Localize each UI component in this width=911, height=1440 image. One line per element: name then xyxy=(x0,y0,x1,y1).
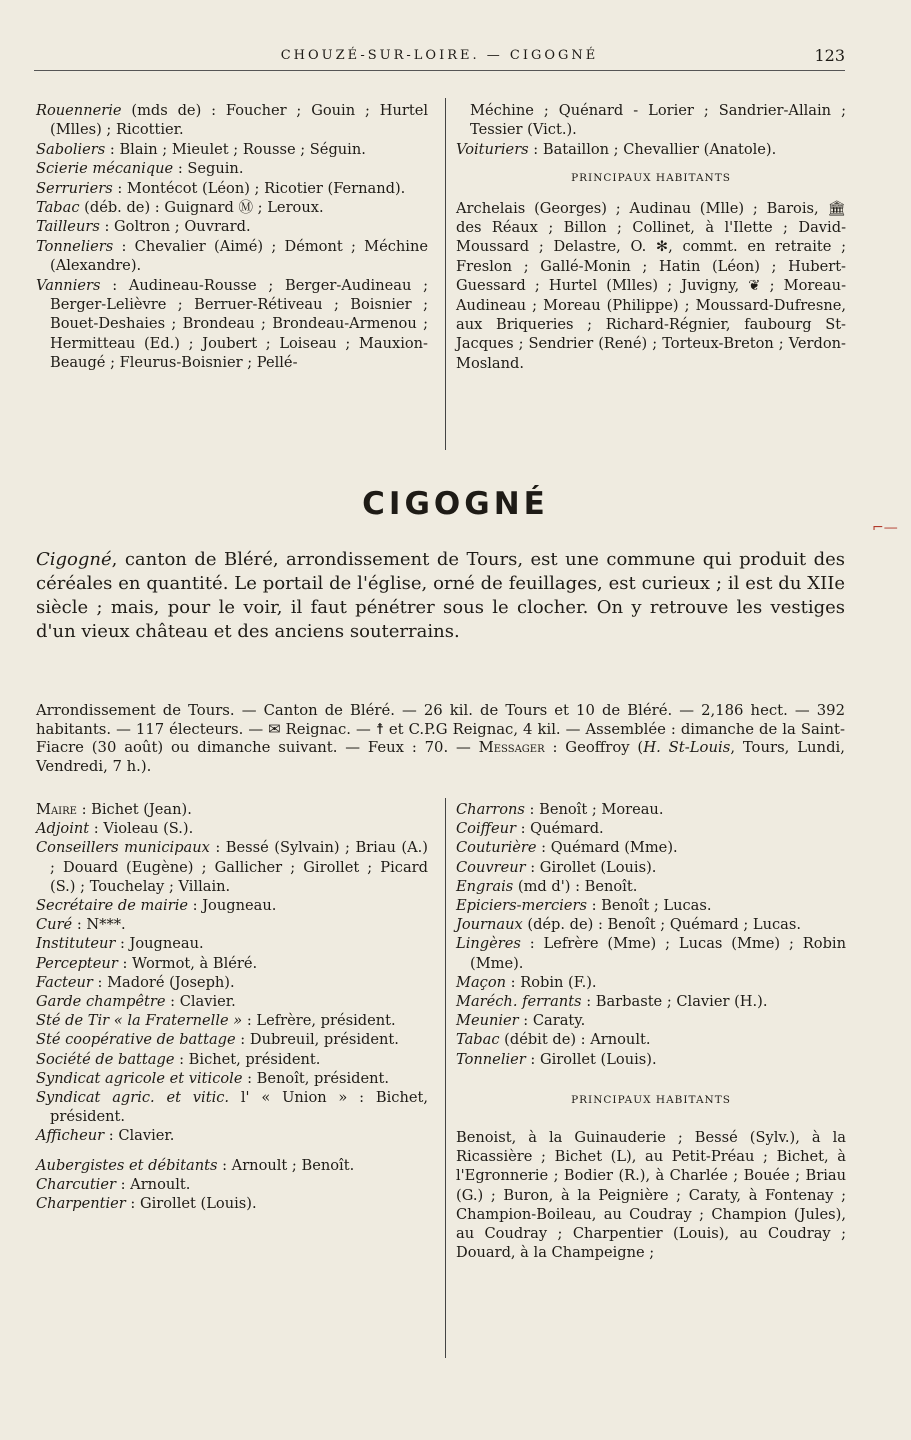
bottom-right-entry xyxy=(456,896,846,915)
column-divider-bottom xyxy=(445,798,446,1358)
entry-label: Sté coopérative de battage xyxy=(36,1031,236,1049)
bottom-left-entry xyxy=(36,992,428,1011)
entry-label: Voituriers xyxy=(456,140,529,158)
section-title: CIGOGNÉ xyxy=(362,486,549,522)
entry-text: : Arnoult. xyxy=(115,1175,191,1193)
bottom-left-entry xyxy=(36,819,428,838)
entry-label: Maréch. ferrants xyxy=(456,993,582,1011)
entry-label: Percepteur xyxy=(36,954,118,972)
entry-text: : Girollet (Louis). xyxy=(525,858,657,876)
details-paragraph xyxy=(36,702,845,776)
entry-label: Tailleurs xyxy=(36,218,100,236)
entry-label: Lingères xyxy=(456,935,521,953)
bottom-left-entry xyxy=(36,800,428,819)
column-divider-top xyxy=(445,98,446,450)
entry-text: : Bichet (Jean). xyxy=(76,801,192,818)
top-left-entry xyxy=(36,179,428,198)
bottom-right-entry xyxy=(456,819,846,838)
principaux-habitants-heading: PRINCIPAUX HABITANTS xyxy=(571,172,731,185)
entry-text: : Lefrère, président. xyxy=(242,1012,396,1030)
entry-text: (mds de) : Foucher ; Gouin ; Hurtel (Mlles) ; Ricottier. xyxy=(50,102,428,139)
entry-text: (déb. de) : Guignard Ⓜ ; Leroux. xyxy=(79,199,324,217)
entry-label: Tabac xyxy=(36,199,80,217)
entry-text: : Girollet (Louis). xyxy=(125,1195,257,1213)
bottom-right-column xyxy=(456,800,846,1262)
bottom-right-entry xyxy=(456,838,846,857)
bottom-right-entry xyxy=(456,973,846,992)
bottom-left-entry xyxy=(36,1126,428,1145)
entry-text: : Dubreuil, président. xyxy=(235,1031,399,1049)
principaux-habitants-text-2: Benoist, à la Guinauderie ; Bessé (Sylv.), à la Ricassière ; Bichet (L), au Petit-Préau ; Bichet, à l'Egronnerie ; Bodier (R.), à Charlée ; Bouée ; Briau (G.) ; Buron, à la Peignière ; Caraty, à Fontenay ; Champion-Boileau, au Coudray ; Champion (Jules), au Coudray ; Charpentier (Louis), au Coudray ; Douard, à la Champeigne ; xyxy=(456,1129,846,1262)
entry-label: Syndicat agricole et viticole xyxy=(36,1069,243,1087)
bottom-left-entry xyxy=(36,1194,428,1213)
entry-label: Tonneliers xyxy=(36,237,114,255)
entry-label: Couturière xyxy=(456,839,537,857)
top-left-entry xyxy=(36,217,428,236)
entry-label: Syndicat agric. et vitic. xyxy=(36,1089,230,1107)
entry-label: Vanniers xyxy=(36,276,101,294)
margin-mark: ⌐— xyxy=(872,520,898,536)
bottom-left-entry xyxy=(36,896,428,915)
bottom-left-entry xyxy=(36,1175,428,1194)
entry-text: : Jougneau. xyxy=(115,935,204,953)
bottom-right-entry xyxy=(456,915,846,934)
bottom-right-entry xyxy=(456,992,846,1011)
bottom-left-entry xyxy=(36,954,428,973)
entry-label: Charcutier xyxy=(36,1175,116,1193)
top-left-entry xyxy=(36,237,428,276)
entry-text: : Seguin. xyxy=(173,160,244,178)
entry-label: Rouennerie xyxy=(36,102,122,119)
entry-text: : Barbaste ; Clavier (H.). xyxy=(581,993,768,1011)
entry-label: Serruriers xyxy=(36,179,113,197)
entry-text: : Madoré (Joseph). xyxy=(92,973,235,991)
header-title: CHOUZÉ-SUR-LOIRE. — CIGOGNÉ xyxy=(280,48,599,63)
top-left-entry xyxy=(36,276,428,373)
entry-label: Conseillers municipaux xyxy=(36,839,210,857)
entry-label: Secrétaire de mairie xyxy=(36,897,189,915)
entry-label: Tonnelier xyxy=(456,1050,526,1068)
details-hotel: H. St-Louis xyxy=(643,739,731,757)
top-left-entry xyxy=(36,101,428,140)
entry-label: Facteur xyxy=(36,973,93,991)
entry-text: (md d') : Benoît. xyxy=(513,877,638,895)
entry-text: : Violeau (S.). xyxy=(89,820,194,838)
entry-text: : Quémard (Mme). xyxy=(536,839,678,857)
top-left-entry xyxy=(36,140,428,159)
entry-text: : Benoît, président. xyxy=(242,1069,390,1087)
intro-text: , canton de Bléré, arrondissement de Tours, est une commune qui produit des céréales en quantité. Le portail de l'église, orné de feuillages, est curieux ; il est du XIIe siècle ; mais, pour le voir, il faut pénétrer sous le clocher. On y retrouve les vestiges d'un vieux château et des anciens souterrains. xyxy=(36,549,845,642)
entry-text: : Bessé (Sylvain) ; Briau (A.) ; Douard (Eugène) ; Gallicher ; Girollet ; Picard (S.) ; Touchelay ; Villain. xyxy=(50,839,428,895)
entry-text: : Montécot (Léon) ; Ricotier (Fernand). xyxy=(112,179,406,197)
entry-text: : Bichet, président. xyxy=(174,1050,321,1068)
entry-text: : Girollet (Louis). xyxy=(525,1050,657,1068)
page-number: 123 xyxy=(814,46,845,65)
bottom-left-entry xyxy=(36,973,428,992)
entry-text: : Wormot, à Bléré. xyxy=(117,954,258,972)
bottom-right-entry xyxy=(456,934,846,972)
entry-text: : Quémard. xyxy=(515,820,604,838)
principaux-habitants-text: Archelais (Georges) ; Audinau (Mlle) ; Barois, 🏛 des Réaux ; Billon ; Collinet, à l'Ilette ; David-Moussard ; Delastre, O. ✻, commt. en retraite ; Freslon ; Gallé-Monin ; Hatin (Léon) ; Hubert-Guessard ; Hurtel (Mlles) ; Juvigny, ❦ ; Moreau-Audineau ; Moreau (Philippe) ; Moussard-Dufresne, aux Briqueries ; Richard-Régnier, faubourg St-Jacques ; Sendrier (René) ; Torteux-Breton ; Verdon-Mosland. xyxy=(456,199,846,372)
bottom-right-items xyxy=(456,800,846,1069)
entry-text: : N***. xyxy=(72,916,126,934)
entry-label: Scierie mécanique xyxy=(36,160,174,178)
entry-label: Meunier xyxy=(456,1012,519,1030)
entry-text: : Benoît ; Moreau. xyxy=(524,801,664,818)
entry-text: : Robin (F.). xyxy=(506,973,597,991)
entry-text: : Lefrère (Mme) ; Lucas (Mme) ; Robin (Mme). xyxy=(470,935,846,972)
details-text-2: : Geoffroy ( xyxy=(544,739,644,757)
details-text-1: Arrondissement de Tours. — Canton de Bléré. — 26 kil. de Tours et 10 de Bléré. — 2,186 hect. — 392 habitants. — 117 électeurs. — ✉ Reignac. — ☨ et C.P.G Reignac, 4 kil. — Assemblée : dimanche de la Saint-Fiacre (30 août) ou dimanche suivant. — Feux : 70. — xyxy=(36,702,845,757)
entry-text: : Clavier. xyxy=(104,1127,175,1145)
entry-label: Société de battage xyxy=(36,1050,175,1068)
bottom-left-entry xyxy=(36,1050,428,1069)
entry-text: (dép. de) : Benoît ; Quémard ; Lucas. xyxy=(522,916,801,934)
intro-paragraph xyxy=(36,548,845,644)
entry-voituriers xyxy=(456,140,846,159)
bottom-right-entry xyxy=(456,1030,846,1049)
entry-text: : Clavier. xyxy=(165,993,236,1011)
bottom-right-entry xyxy=(456,858,846,877)
entry-label: Charrons xyxy=(456,801,525,818)
entry-label: Couvreur xyxy=(456,858,526,876)
bottom-right-entry xyxy=(456,1050,846,1069)
vanniers-continuation: Méchine ; Quénard - Lorier ; Sandrier-Allain ; Tessier (Vict.). xyxy=(470,102,846,139)
entry-label: Garde champêtre xyxy=(36,993,166,1011)
entry-label: Engrais xyxy=(456,877,514,895)
principaux-habitants-heading-2: PRINCIPAUX HABITANTS xyxy=(571,1093,731,1106)
entry-text: l' « Union » : Bichet, président. xyxy=(50,1089,428,1126)
bottom-right-entry xyxy=(456,800,846,819)
entry-label: Curé xyxy=(36,916,73,934)
entry-text: : Arnoult ; Benoît. xyxy=(217,1156,355,1174)
top-left-entry xyxy=(36,159,428,178)
entry-text: : Bataillon ; Chevallier (Anatole). xyxy=(528,140,777,158)
bottom-left-entry xyxy=(36,934,428,953)
intro-lead: Cigogné xyxy=(36,549,112,570)
bottom-left-entry xyxy=(36,1088,428,1126)
bottom-left-entry xyxy=(36,1011,428,1030)
bottom-left-entry xyxy=(36,1069,428,1088)
entry-text: : Goltron ; Ouvrard. xyxy=(99,218,251,236)
entry-label: Saboliers xyxy=(36,140,106,158)
entry-label: Charpentier xyxy=(36,1195,126,1213)
entry-text: : Caraty. xyxy=(518,1012,586,1030)
entry-label: Aubergistes et débitants xyxy=(36,1156,218,1174)
entry-label: Instituteur xyxy=(36,935,116,953)
entry-text: : Chevalier (Aimé) ; Démont ; Méchine (Alexandre). xyxy=(50,237,428,275)
entry-label: Afficheur xyxy=(36,1127,105,1145)
top-left-column xyxy=(36,101,428,373)
entry-label: Maire xyxy=(36,801,77,818)
entry-label: Maçon xyxy=(456,973,507,991)
entry-label: Journaux xyxy=(456,916,523,934)
details-messager: Messager xyxy=(478,739,545,757)
entry-label: Epiciers-merciers xyxy=(456,897,587,915)
bottom-left-entry xyxy=(36,1030,428,1049)
details-text-3: , Tours, Lundi, Vendredi, 7 h.). xyxy=(36,739,845,775)
bottom-right-entry xyxy=(456,877,846,896)
running-header xyxy=(34,44,845,71)
top-right-column xyxy=(456,101,846,373)
entry-text: : Benoît ; Lucas. xyxy=(586,897,712,915)
entry-text: : Audineau-Rousse ; Berger-Audineau ; Berger-Lelièvre ; Berruer-Rétiveau ; Boisnier ; Bouet-Deshaies ; Brondeau ; Brondeau-Armenou ; Hermitteau (Ed.) ; Joubert ; Loiseau ; Mauxion-Beaugé ; Fleurus-Boisnier ; Pellé- xyxy=(50,276,428,372)
spacer xyxy=(36,1146,428,1156)
entry-text: (débit de) : Arnoult. xyxy=(499,1031,651,1049)
entry-label: Sté de Tir « la Fraternelle » xyxy=(36,1012,243,1030)
entry-label: Adjoint xyxy=(36,820,90,838)
entry-text: : Jougneau. xyxy=(188,897,277,915)
entry-text: : Blain ; Mieulet ; Rousse ; Séguin. xyxy=(105,140,366,158)
entry-label: Tabac xyxy=(456,1031,500,1049)
bottom-left-entry xyxy=(36,1156,428,1175)
top-left-entry xyxy=(36,198,428,217)
bottom-right-entry xyxy=(456,1011,846,1030)
entry-label: Coiffeur xyxy=(456,820,516,838)
bottom-left-column xyxy=(36,800,428,1213)
bottom-left-entry xyxy=(36,838,428,896)
bottom-left-entry xyxy=(36,915,428,934)
